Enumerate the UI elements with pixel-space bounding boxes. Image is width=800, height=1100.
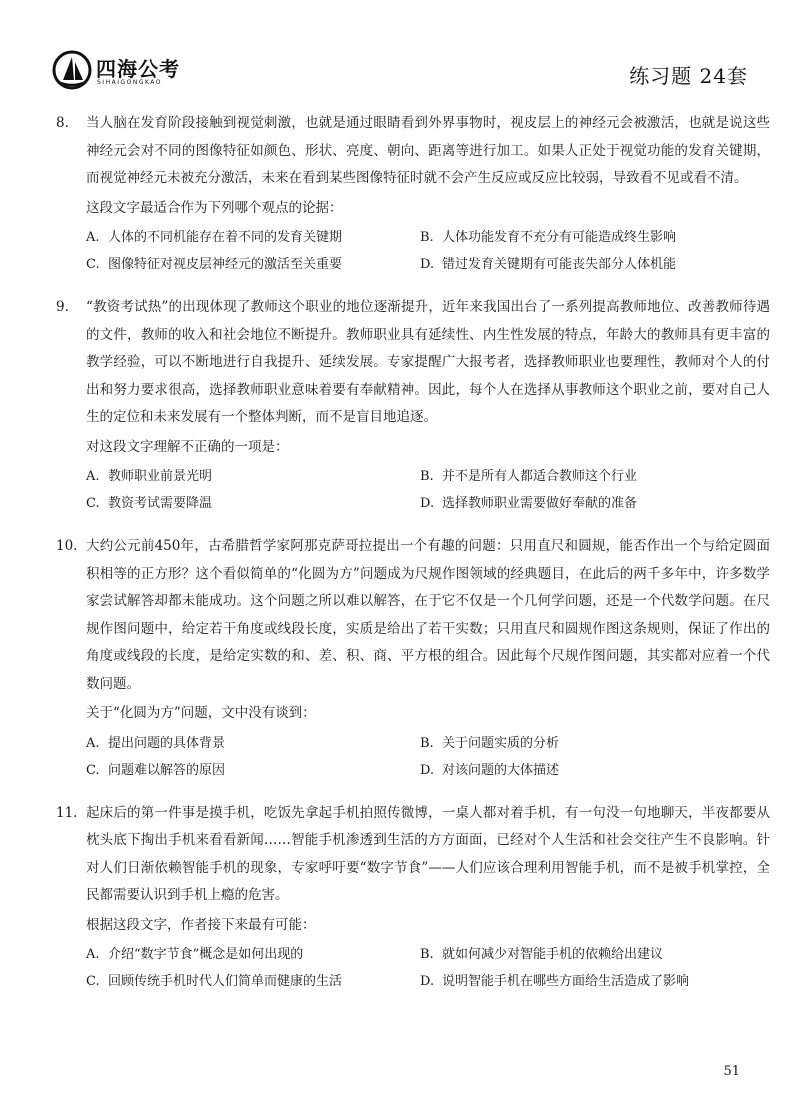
option-text: 教资考试需要降温	[108, 496, 213, 511]
option-c[interactable]	[86, 490, 416, 517]
question-prompt: 关于“化圆为方”问题，文中没有谈到：	[86, 705, 316, 721]
option-letter: D.	[420, 257, 435, 272]
option-list	[86, 463, 770, 517]
brand-logo	[52, 50, 192, 92]
option-letter: D.	[420, 762, 435, 778]
option-letter: D.	[420, 496, 435, 511]
option-letter: B.	[420, 947, 434, 962]
option-letter: B.	[420, 469, 434, 484]
option-a[interactable]	[86, 463, 416, 490]
question-passage: 大约公元前450年，古希腊哲学家阿那克萨哥拉提出一个有趣的问题：只用直尺和圆规，能否作出一个与给定圆面积相等的正方形？这个看似简单的“化圆为方”问题成为尺规作图领域的经典题目，在此后的两千多年中，许多数学家尝试解答却都未能成功。这个问题之所以难以解答，在于它不仅是一个几何学问题，还是一个代数学问题。在尺规作图问题中，给定若干角度或线段长度，实质是给出了若干实数；只用直尺和圆规作图这条规则，保证了作出的角度或线段的长度，是给定实数的和、差、积、商、平方根的组合。因此每个尺规作图问题，其实都对应着一个代数问题。	[86, 538, 770, 692]
option-letter: B.	[420, 735, 434, 751]
question-prompt: 对这段文字理解不正确的一项是：	[86, 438, 289, 455]
option-text: 并不是所有人都适合教师这个行业	[442, 469, 638, 484]
option-letter: C.	[86, 496, 100, 511]
option-letter: D.	[420, 974, 435, 989]
question-prompt: 根据这段文字，作者接下来最有可能：	[86, 916, 316, 933]
question-list	[56, 110, 770, 1011]
logo-name: 四海公考	[96, 57, 180, 81]
option-b[interactable]	[420, 730, 770, 757]
option-a[interactable]	[86, 730, 416, 757]
option-list	[86, 224, 770, 278]
question-number: 8.	[56, 115, 69, 131]
option-text: 人体的不同机能存在着不同的发育关键期	[108, 230, 343, 245]
option-text: 回顾传统手机时代人们简单而健康的生活	[108, 974, 343, 989]
option-letter: C.	[86, 257, 100, 272]
option-b[interactable]	[420, 463, 770, 490]
option-list	[86, 941, 770, 995]
option-text: 关于问题实质的分析	[442, 735, 560, 751]
option-d[interactable]	[420, 251, 770, 278]
option-letter: A.	[86, 947, 100, 962]
option-text: 对该问题的大体描述	[442, 762, 560, 778]
option-text: 提出问题的具体背景	[108, 735, 226, 751]
question-9	[56, 294, 770, 517]
option-text: 介绍“数字节食”概念是如何出现的	[108, 947, 304, 962]
option-b[interactable]	[420, 224, 770, 251]
option-b[interactable]	[420, 941, 770, 968]
question-8	[56, 110, 770, 278]
logo-subtitle: SIHAIGONGKAO	[97, 79, 163, 86]
question-number: 10.	[56, 538, 78, 554]
question-passage: 当人脑在发育阶段接触到视觉刺激，也就是通过眼睛看到外界事物时，视皮层上的神经元会被激活，也就是说这些神经元会对不同的图像特征如颜色、形状、亮度、朝向、距离等进行加工。如果人正处于视觉功能的发育关键期，而视觉神经元未被充分激活，未来在看到某些图像特征时就不会产生反应或反应比较弱，导致看不见或看不清。	[86, 115, 770, 186]
option-text: 选择教师职业需要做好奉献的准备	[442, 496, 638, 511]
question-passage: “教资考试热”的出现体现了教师这个职业的地位逐渐提升，近年来我国出台了一系列提高教师地位、改善教师待遇的文件，教师的收入和社会地位不断提升。教师职业具有延续性、内生性发展的特点，年龄大的教师具有更丰富的教学经验，可以不断地进行自我提升、延续发展。专家提醒广大报考者，选择教师职业也要理性，教师对个人的付出和努力要求很高，选择教师职业意味着要有奉献精神。因此，每个人在选择从事教师这个职业之前，要对自己人生的定位和未来发展有一个整体判断，而不是盲目地追逐。	[86, 299, 770, 425]
option-list	[86, 730, 770, 784]
option-a[interactable]	[86, 941, 416, 968]
option-d[interactable]	[420, 490, 770, 517]
option-text: 错过发育关键期有可能丧失部分人体机能	[442, 257, 677, 272]
option-letter: A.	[86, 735, 100, 751]
option-c[interactable]	[86, 968, 416, 995]
option-c[interactable]	[86, 251, 416, 278]
option-d[interactable]	[420, 757, 770, 784]
option-a[interactable]	[86, 224, 416, 251]
question-number: 9.	[56, 299, 69, 315]
option-text: 说明智能手机在哪些方面给生活造成了影响	[442, 974, 690, 989]
question-10	[56, 533, 770, 784]
option-letter: C.	[86, 974, 100, 989]
set-title: 练习题 24套	[629, 64, 748, 88]
option-letter: C.	[86, 762, 100, 778]
option-letter: B.	[420, 230, 434, 245]
option-letter: A.	[86, 469, 100, 484]
option-letter: A.	[86, 230, 100, 245]
question-passage: 起床后的第一件事是摸手机，吃饭先拿起手机拍照传微博，一桌人都对着手机，有一句没一句地聊天，半夜都要从枕头底下掏出手机来看看新闻……智能手机渗透到生活的方方面面，已经对个人生活和社会交往产生不良影响。针对人们日渐依赖智能手机的现象，专家呼吁要“数字节食”——人们应该合理利用智能手机，而不是被手机掌控，全民都需要认识到手机上瘾的危害。	[86, 804, 770, 903]
option-text: 问题难以解答的原因	[108, 762, 226, 778]
question-11	[56, 800, 770, 996]
option-text: 教师职业前景光明	[108, 469, 213, 484]
question-prompt: 这段文字最适合作为下列哪个观点的论据：	[86, 199, 343, 216]
option-text: 就如何减少对智能手机的依赖给出建议	[442, 947, 664, 962]
option-d[interactable]	[420, 968, 770, 995]
page-number: 51	[723, 1064, 740, 1079]
option-c[interactable]	[86, 757, 416, 784]
option-text: 人体功能发育不充分有可能造成终生影响	[442, 230, 677, 245]
question-number: 11.	[56, 804, 78, 821]
option-text: 图像特征对视皮层神经元的激活至关重要	[108, 257, 343, 272]
sail-logo-icon	[52, 50, 92, 90]
